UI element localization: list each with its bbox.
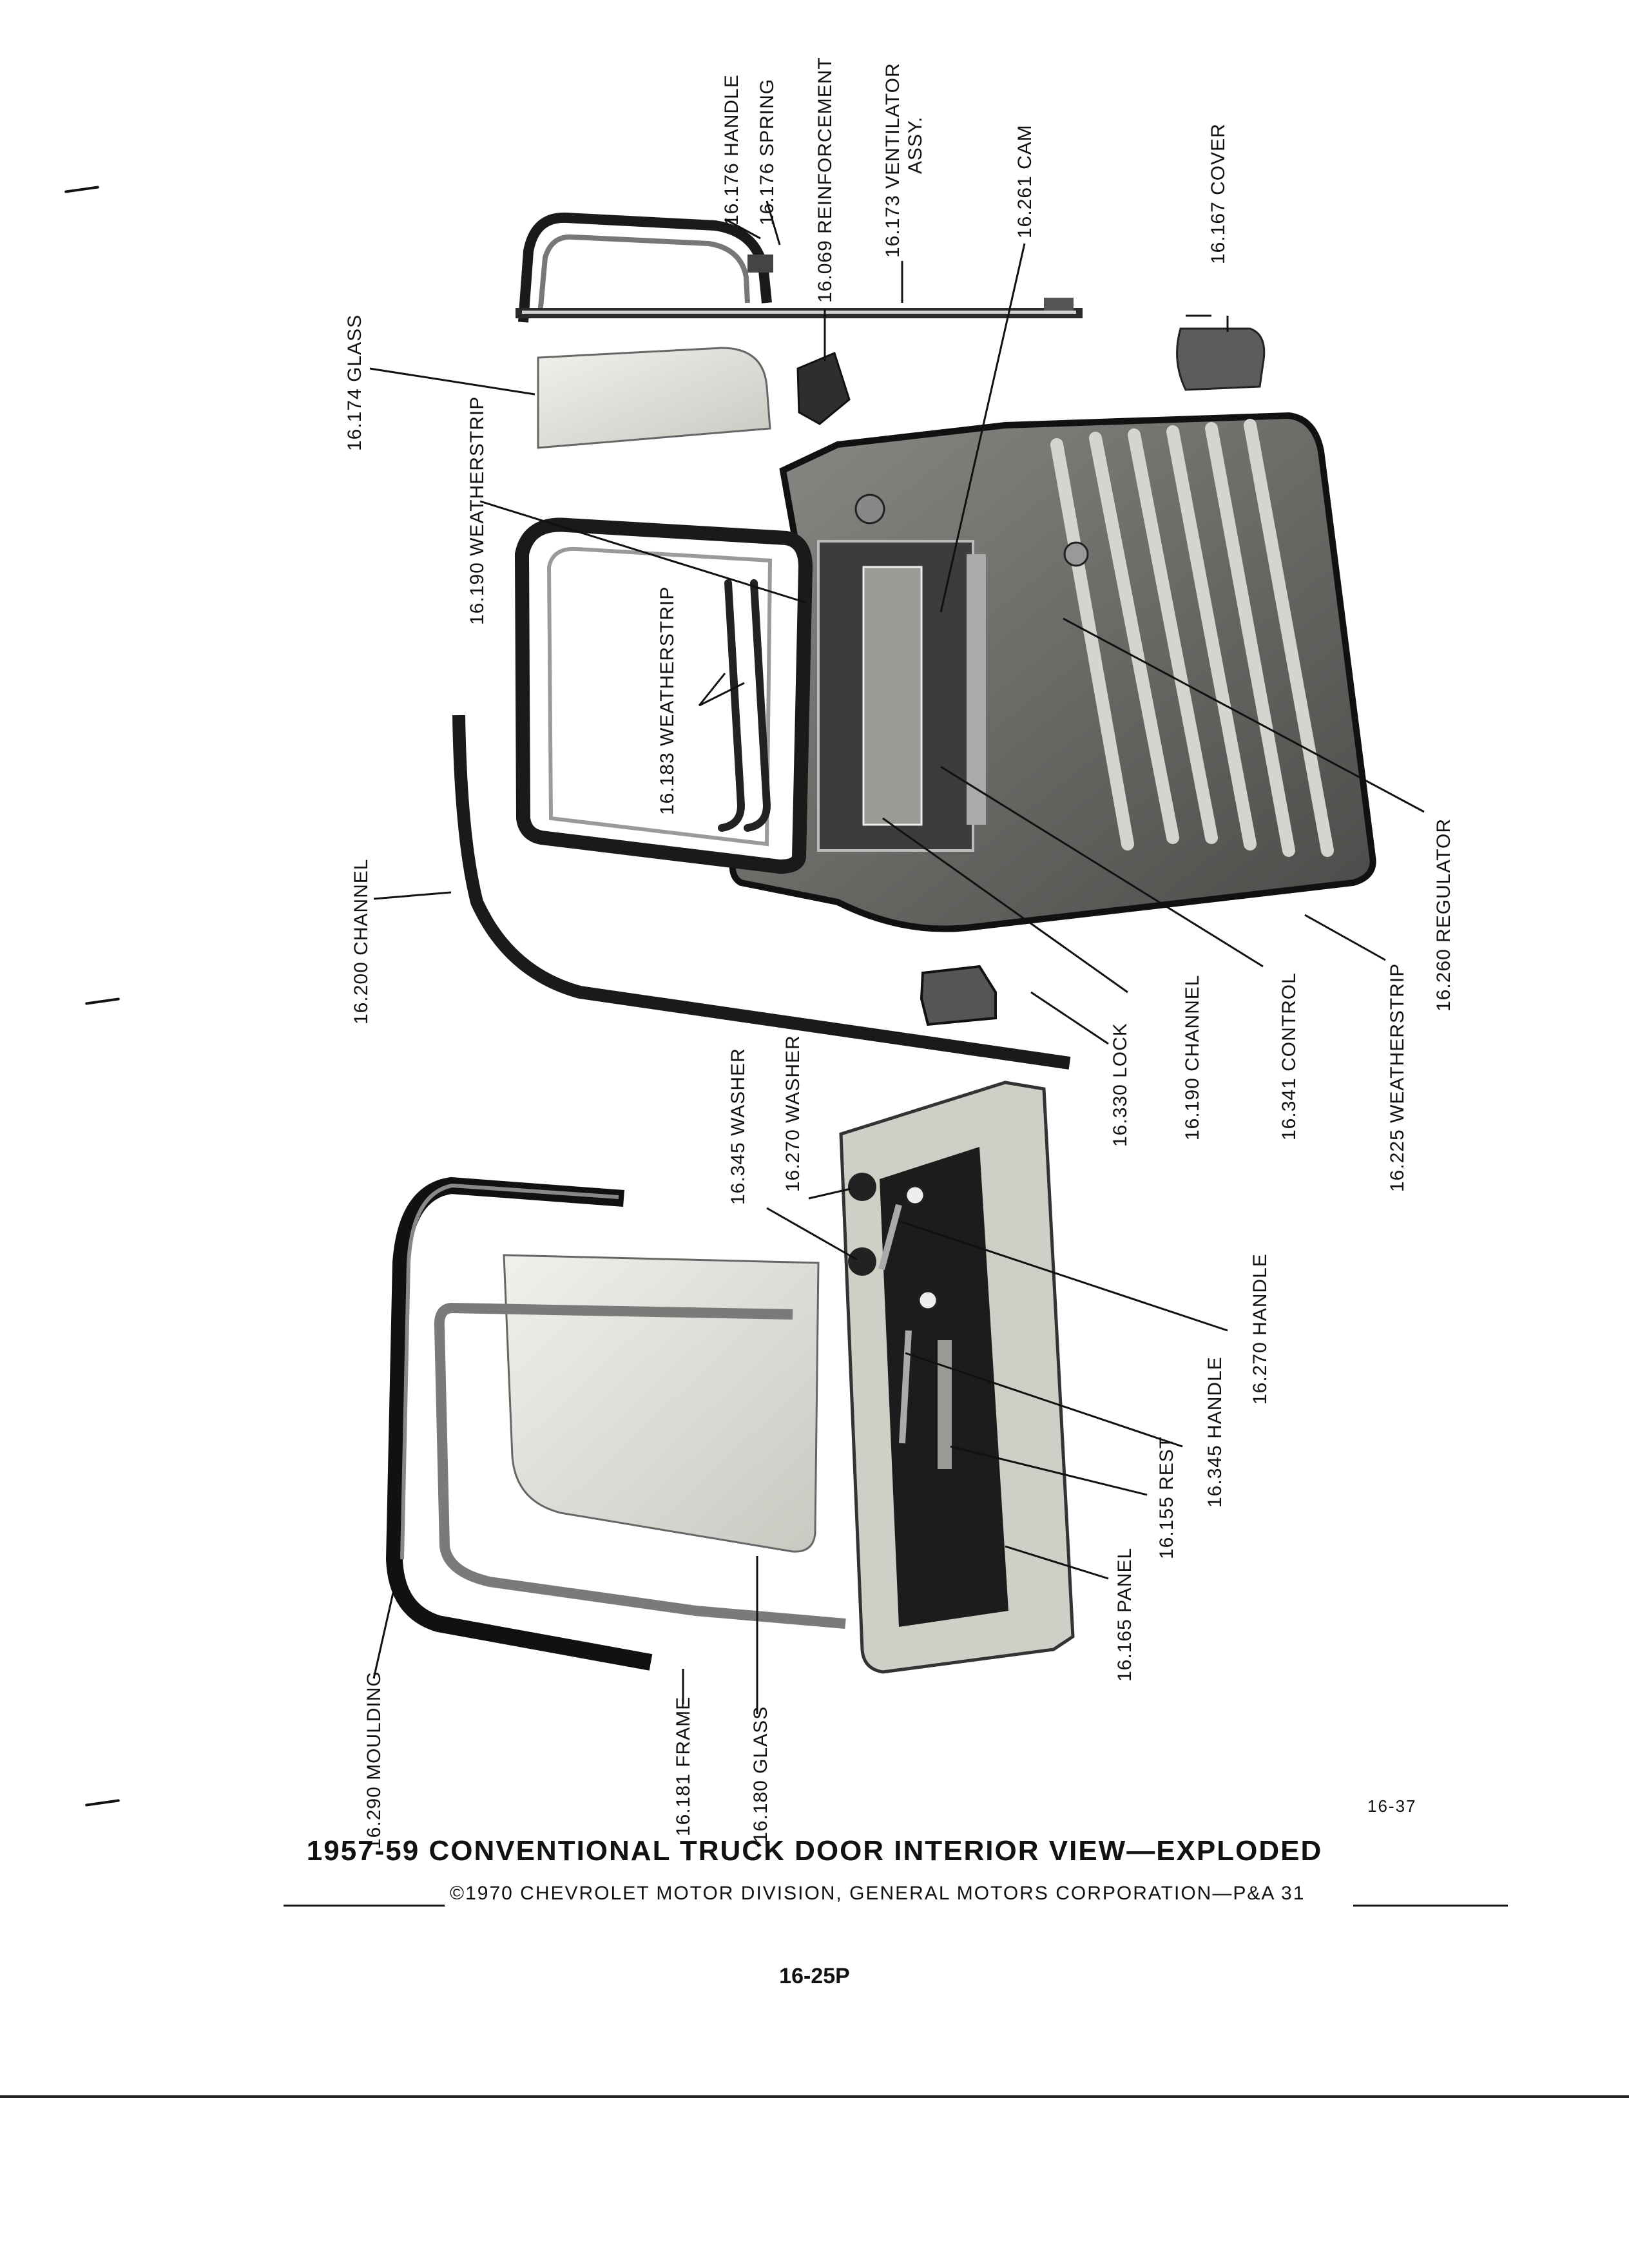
copyright-text: ©1970 CHEVROLET MOTOR DIVISION, GENERAL MOTORS CORPORATION—P&A 31 bbox=[450, 1883, 1306, 1904]
label-handle-16270: 16.270 HANDLE bbox=[1249, 1253, 1271, 1405]
label-weatherstrip-16183: 16.183 WEATHERSTRIP bbox=[657, 586, 678, 815]
label-washer-16270: 16.270 WASHER bbox=[782, 1035, 804, 1192]
figure-number: 16-37 bbox=[1367, 1796, 1417, 1816]
label-lock-16330: 16.330 LOCK bbox=[1110, 1023, 1131, 1147]
label-spring-16176: 16.176 SPRING bbox=[757, 78, 778, 226]
label-washer-16345: 16.345 WASHER bbox=[728, 1048, 749, 1205]
label-ventilator-16173: 16.173 VENTILATOR bbox=[882, 62, 903, 258]
label-frame-16181: 16.181 FRAME bbox=[673, 1696, 694, 1836]
label-weatherstrip-16190: 16.190 WEATHERSTRIP bbox=[467, 396, 488, 625]
label-ventilator-assy: ASSY. bbox=[905, 116, 926, 174]
label-handle-16176: 16.176 HANDLE bbox=[721, 74, 742, 226]
label-cover-16167: 16.167 COVER bbox=[1208, 123, 1229, 264]
lock-part bbox=[921, 966, 996, 1024]
cover-part bbox=[1177, 329, 1264, 390]
page-number: 16-25P bbox=[779, 1964, 850, 1988]
vent-glass bbox=[538, 348, 770, 448]
label-channel-16190: 16.190 CHANNEL bbox=[1182, 974, 1203, 1140]
label-control-16341: 16.341 CONTROL bbox=[1278, 972, 1300, 1140]
rule-right bbox=[1353, 1905, 1508, 1907]
label-rest-16155: 16.155 REST bbox=[1156, 1436, 1177, 1559]
copyright-row bbox=[284, 1883, 1508, 1911]
ventilator-assembly bbox=[516, 218, 1083, 322]
label-panel-16165: 16.165 PANEL bbox=[1114, 1547, 1135, 1682]
label-glass-16174: 16.174 GLASS bbox=[344, 314, 365, 451]
label-channel-16200: 16.200 CHANNEL bbox=[351, 858, 372, 1024]
bottom-divider bbox=[0, 2095, 1629, 2098]
rule-left bbox=[284, 1905, 445, 1907]
label-regulator-16260: 16.260 REGULATOR bbox=[1433, 818, 1454, 1012]
label-reinforcement-16069: 16.069 REINFORCEMENT bbox=[815, 57, 836, 303]
label-moulding-16290: 16.290 MOULDING bbox=[363, 1671, 385, 1849]
label-weatherstrip-16225: 16.225 WEATHERSTRIP bbox=[1387, 963, 1408, 1192]
label-handle-16345: 16.345 HANDLE bbox=[1204, 1356, 1226, 1508]
page-title: 1957-59 CONVENTIONAL TRUCK DOOR INTERIOR VIEW—EXPLODED bbox=[306, 1835, 1323, 1867]
door-glass-16180 bbox=[504, 1255, 818, 1552]
door-shell bbox=[733, 416, 1373, 929]
label-glass-16180: 16.180 GLASS bbox=[750, 1706, 771, 1843]
reinforcement-part bbox=[798, 353, 849, 424]
label-cam-16261: 16.261 CAM bbox=[1014, 124, 1036, 238]
trim-panel bbox=[841, 1082, 1073, 1672]
